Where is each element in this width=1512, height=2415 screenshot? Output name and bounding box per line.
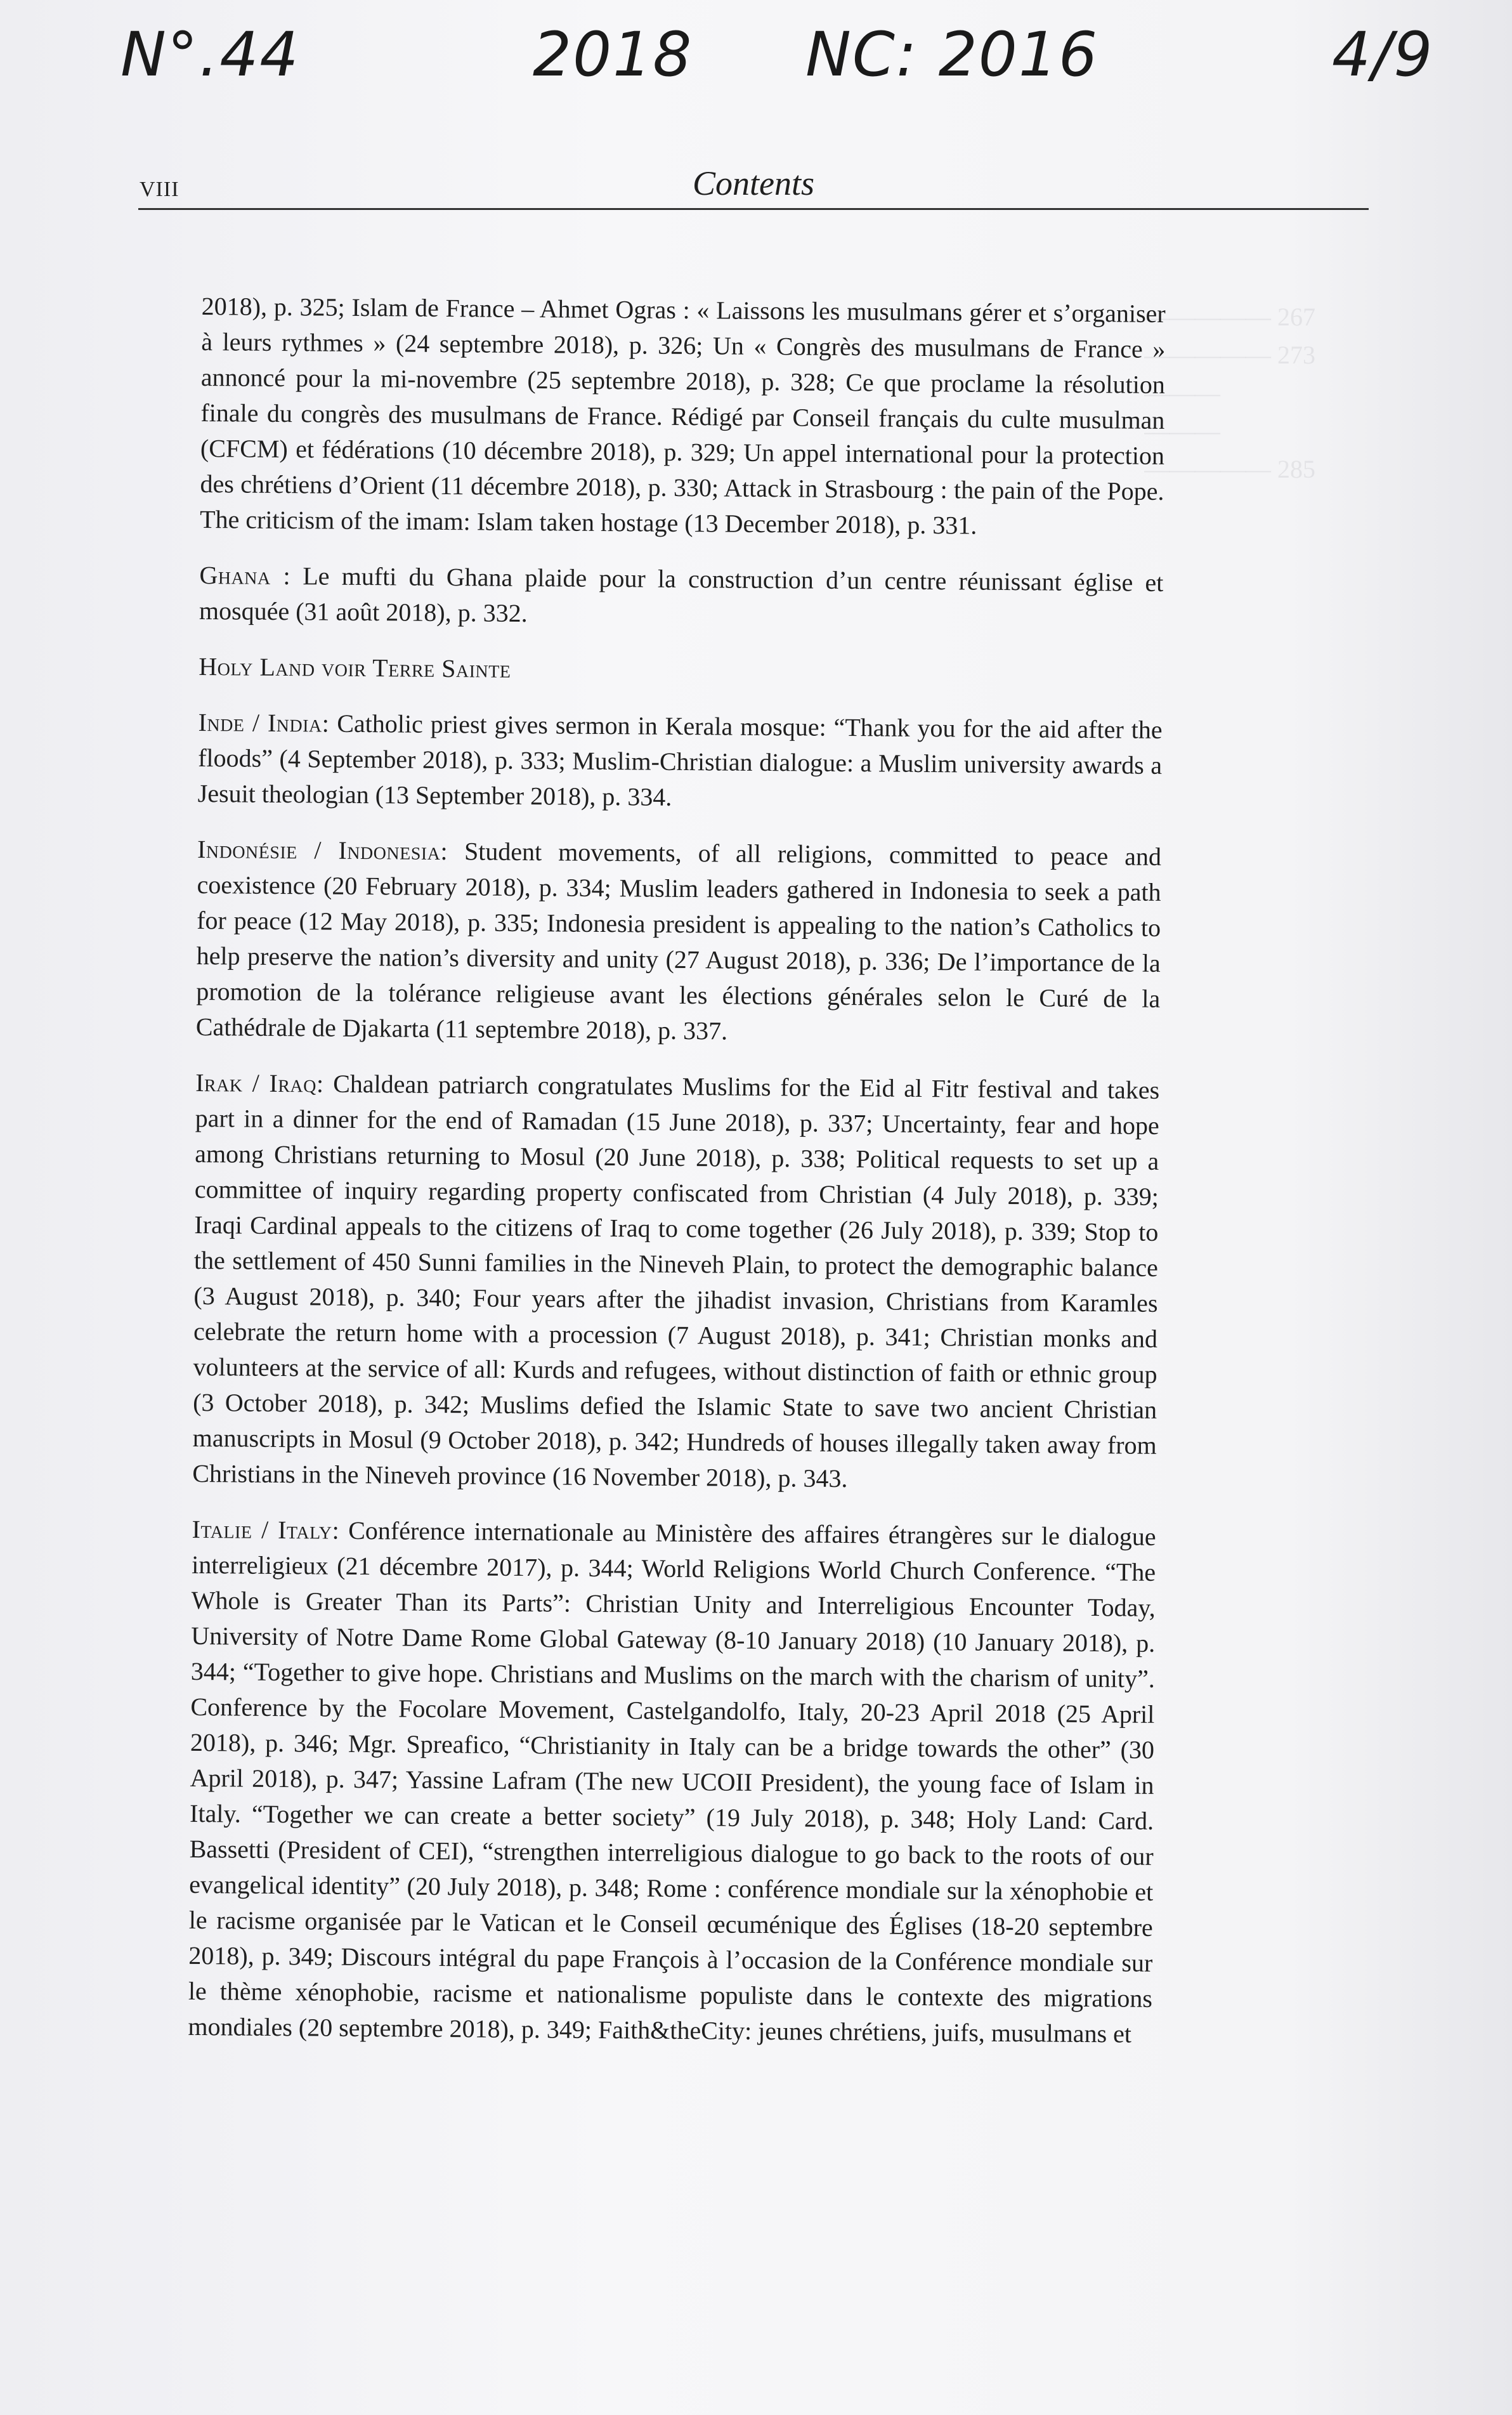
- entry-country: Ghana :: [199, 560, 291, 591]
- entry-text: Catholic priest gives sermon in Kerala mosque: “Thank you for the aid after the floods” (4 September 2018), p. 333; Muslim-Christian dialogue: a Muslim university awards a Jesuit theologian (13 September 2018), p. 334.: [197, 709, 1163, 811]
- contents-entry: [188, 1512, 1156, 2052]
- contents-entry: [200, 289, 1166, 545]
- entry-country: Italie / Italy:: [192, 1514, 340, 1545]
- page-folio: VIII: [140, 178, 179, 201]
- page-header: [138, 159, 1369, 210]
- contents-entry: [198, 705, 1163, 819]
- entry-country: Irak / Iraq:: [195, 1068, 324, 1098]
- entry-country: Inde / India:: [198, 707, 330, 738]
- show-through-right: ————— 267 ————— 273 ——— ——— ————— 285: [1144, 303, 1315, 483]
- entry-text: 2018), p. 325; Islam de France – Ahmet Ogras : « Laissons les musulmans gérer et s’organiser à leurs rythmes » (24 septembre 2018), p. 326; Un « Congrès des musulmans de France » annoncé pour la mi-novembre (25 septembre 2018), p. 328; Ce que proclame la résolution finale du congrès des musulmans de France. Rédigé par Conseil français du culte musulman (CFCM) et fédérations (10 décembre 2018), p. 329; Un appel international pour la protection des chrétiens d’Orient (11 décembre 2018), p. 330; Attack in Strasbourg : the pain of the Pope. The criticism of the imam: Islam taken hostage (13 December 2018), p. 331.: [199, 291, 1166, 540]
- entry-country: Indonésie / Indonesia:: [197, 834, 448, 866]
- handwritten-number: N°.44: [121, 19, 300, 90]
- handwritten-year: 2018: [533, 19, 693, 90]
- handwritten-nc: NC: 2016: [805, 19, 1099, 90]
- handwritten-fraction: 4/9: [1332, 19, 1434, 90]
- contents-entry: [192, 1065, 1159, 1499]
- entry-text: Student movements, of all religions, committed to peace and coexistence (20 February 2018), p. 334; Muslim leaders gathered in Indonesia to seek a path for peace (12 May 2018), p. 335; Indonesia president is appealing to the nation’s Catholics to help preserve the nation’s diversity and unity (27 August 2018), p. 336; De l’importance de la promotion de la tolérance religieuse avant les élections générales selon le Curé de la Cathédrale de Djakarta (11 septembre 2018), p. 337.: [195, 837, 1162, 1045]
- entry-text: Chaldean patriarch congratulates Muslims for the Eid al Fitr festival and takes part in a dinner for the end of Ramadan (15 June 2018), p. 337; Uncertainty, fear and hope among Christians returning to Mosul (20 June 2018), p. 338; Political requests to set up a committee of inquiry regarding property confiscated from Christian (4 July 2018), p. 339; Iraqi Cardinal appeals to the citizens of Iraq to come together (26 July 2018), p. 339; Stop to the settlement of 450 Sunni families in the Nineveh Plain, to protect the demographic balance (3 August 2018), p. 340; Four years after the jihadist invasion, Christians from Karamles celebrate the return home with a procession (7 August 2018), p. 341; Christian monks and volunteers at the service of all: Kurds and refugees, without distinction of faith or ethnic group (3 October 2018), p. 342; Muslims defied the Islamic State to save two ancient Christian manuscripts in Mosul (9 October 2018), p. 342; Hundreds of houses illegally taken away from Christians in the Nineveh province (16 November 2018), p. 343.: [192, 1069, 1160, 1493]
- contents-entry: [199, 649, 1163, 692]
- entry-text: Conférence internationale au Ministère des affaires étrangères sur le dialogue interreligieux (21 décembre 2017), p. 344; World Religions World Church Conference. “The Whole is Greater Than its Parts”: Christian Unity and Interreligious Encounter Today, University of Notre Dame Rome Global Gateway (8-10 January 2018) (10 January 2018), p. 344; “Together to give hope. Christians and Muslims on the march with the charism of unity”. Conference by the Focolare Movement, Castelgandolfo, Italy, 20-23 April 2018 (25 April 2018), p. 346; Mgr. Spreafico, “Christianity in Italy can be a bridge towards the other” (30 April 2018), p. 347; Yassine Lafram (The new UCOII President), the young face of Islam in Italy. “Together we can create a better society” (19 July 2018), p. 348; Holy Land: Card. Bassetti (President of CEI), “strengthen interreligious dialogue to go back to the roots of our evangelical identity” (20 July 2018), p. 348; Rome : conférence mondiale sur la xénophobie et le racisme organisée par le Vatican et le Conseil œcuménique des Églises (18-20 septembre 2018), p. 349; Discours intégral du pape François à l’occasion de la Conférence mondiale sur le thème xénophobie, racisme et nationalisme populiste dans le contexte des migrations mondiales (20 septembre 2018), p. 349; Faith&theCity: jeunes chrétiens, juifs, musulmans et: [188, 1515, 1156, 2048]
- contents-body: [188, 289, 1166, 2072]
- contents-entry: [199, 558, 1164, 636]
- contents-entry: [196, 832, 1162, 1052]
- entry-text: Le mufti du Ghana plaide pour la construction d’un centre réunissant église et mosquée (31 août 2018), p. 332.: [199, 561, 1164, 628]
- running-title: Contents: [692, 164, 814, 202]
- entry-country: Holy Land voir Terre Sainte: [199, 651, 511, 683]
